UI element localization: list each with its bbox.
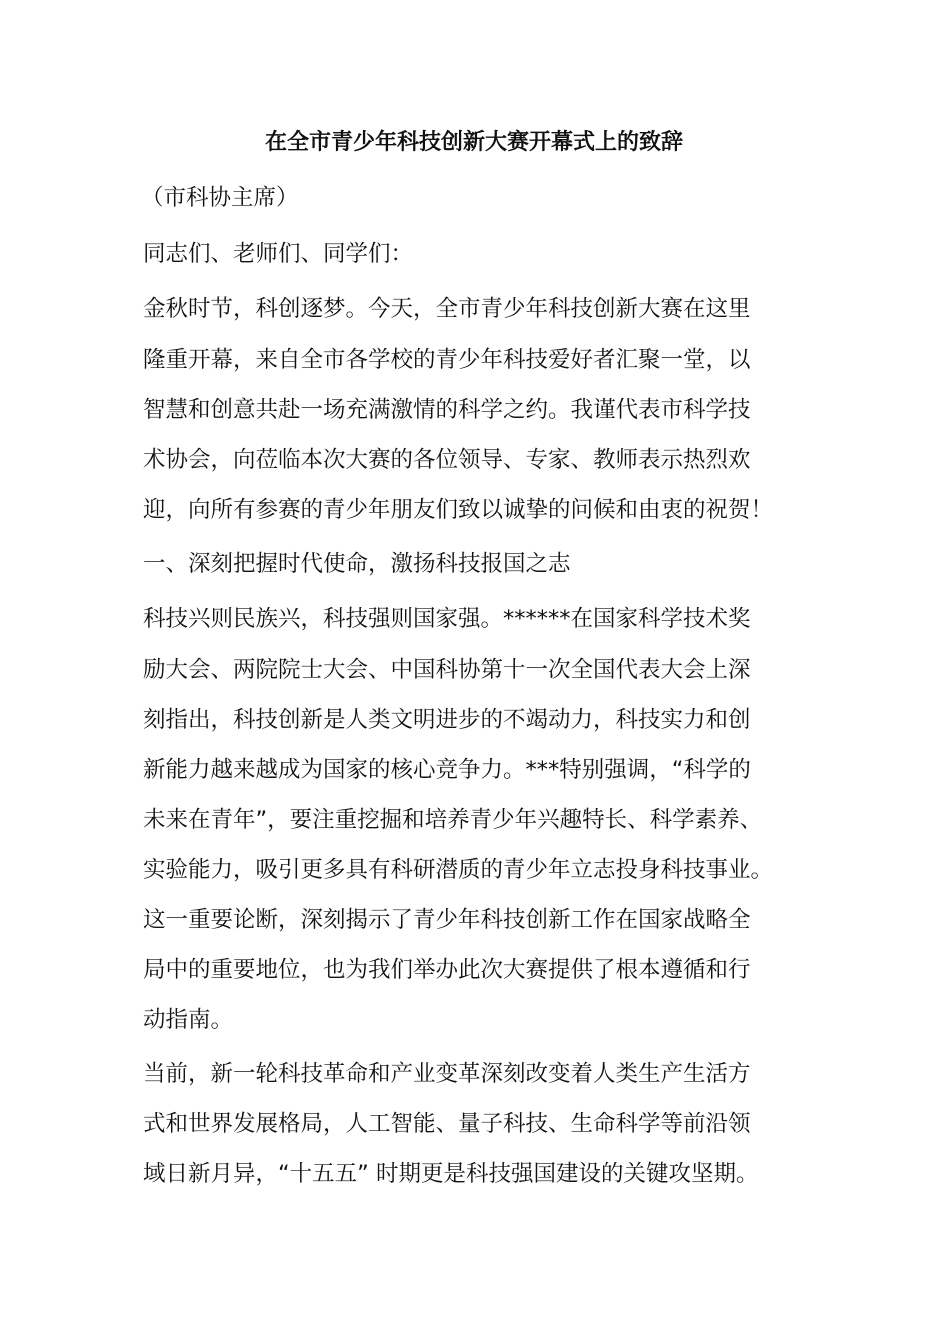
paragraph-line: 新能力越来越成为国家的核心竞争力。***特别强调，“科学的 (143, 757, 751, 783)
paragraph-line: 当前，新一轮科技革命和产业变革深刻改变着人类生产生活方 (143, 1061, 751, 1087)
paragraph-line: 局中的重要地位，也为我们举办此次大赛提供了根本遵循和行 (143, 957, 751, 983)
paragraph-line: 金秋时节，科创逐梦。今天，全市青少年科技创新大赛在这里 (143, 296, 751, 322)
paragraph-line: 科技兴则民族兴，科技强则国家强。******在国家科学技术奖 (143, 606, 751, 632)
salutation: 同志们、老师们、同学们： (143, 241, 414, 267)
paragraph-line: 术协会，向莅临本次大赛的各位领导、专家、教师表示热烈欢 (143, 447, 751, 473)
paragraph-line: 隆重开幕，来自全市各学校的青少年科技爱好者汇聚一堂，以 (143, 347, 751, 373)
section-heading: 一、深刻把握时代使命，激扬科技报国之志 (143, 551, 571, 577)
paragraph-line: 刻指出，科技创新是人类文明进步的不竭动力，科技实力和创 (143, 707, 751, 733)
document-title: 在全市青少年科技创新大赛开幕式上的致辞 (264, 130, 683, 155)
paragraph-line: 这一重要论断，深刻揭示了青少年科技创新工作在国家战略全 (143, 907, 751, 933)
paragraph-line: 迎，向所有参赛的青少年朋友们致以诚挚的问候和由衷的祝贺！ (143, 497, 774, 523)
byline: （市科协主席） (141, 185, 299, 211)
paragraph-line: 实验能力，吸引更多具有科研潜质的青少年立志投身科技事业。 (143, 857, 774, 883)
paragraph-line: 励大会、两院院士大会、中国科协第十一次全国代表大会上深 (143, 657, 751, 683)
paragraph-line: 智慧和创意共赴一场充满激情的科学之约。我谨代表市科学技 (143, 397, 751, 423)
paragraph-line: 未来在青年”，要注重挖掘和培养青少年兴趣特长、科学素养、 (143, 807, 763, 833)
paragraph-line: 域日新月异，“十五五” 时期更是科技强国建设的关键攻坚期。 (143, 1161, 759, 1187)
paragraph-line: 式和世界发展格局，人工智能、量子科技、生命科学等前沿领 (143, 1111, 751, 1137)
paragraph-line: 动指南。 (143, 1007, 234, 1033)
